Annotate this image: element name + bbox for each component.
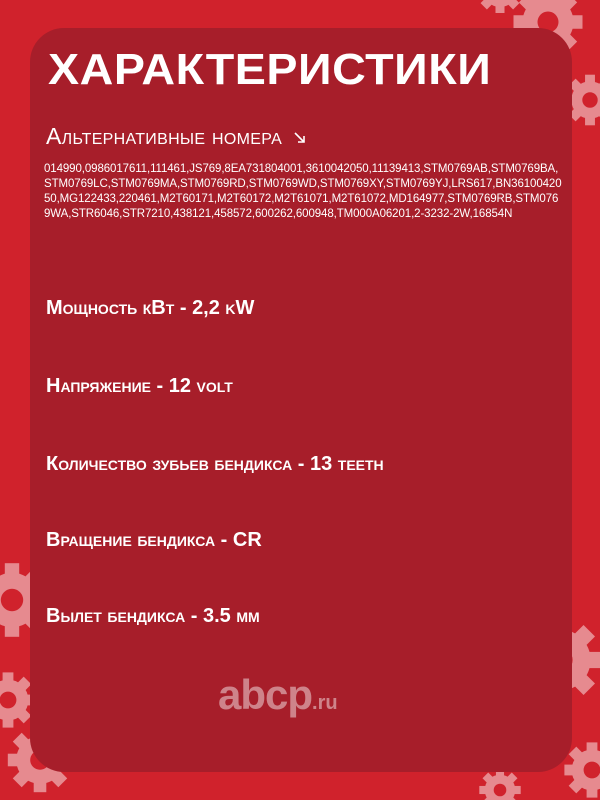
spec-teeth: Количество зубьев бендикса - 13 teeth	[46, 453, 384, 475]
spec-power: Мощность кВт - 2,2 kW	[46, 297, 255, 319]
spec-offset: Вылет бендикса - 3.5 мм	[46, 605, 260, 627]
page-title: ХАРАКТЕРИСТИКИ	[48, 45, 492, 94]
spec-rotation: Вращение бендикса - CR	[46, 529, 262, 551]
alt-numbers-list: 014990,0986017611,111461,JS769,8EA731804001,3610042050,11139413,STM0769AB,STM0769BA,STM0769LC,STM0769MA,STM0769RD,STM0769WD,STM0769XY,STM0769YJ,LRS617,BN3610042050,MG122433,220461,M2T60171,M2T60172,M2T61071,M2T61072,MD164977,STM0769RB,STM0769WA,STR6046,STR7210,438121,458572,600262,600948,TM000A06201,2-3232-2W,16854N	[44, 163, 562, 220]
logo-main: abcp	[218, 671, 313, 718]
alt-numbers-heading	[46, 125, 307, 148]
arrow-down-right-icon	[293, 131, 307, 145]
alt-numbers-label: Альтернативные номера	[46, 123, 283, 149]
specs-card	[30, 28, 572, 772]
spec-voltage: Напряжение - 12 volt	[46, 375, 233, 397]
abcp-logo	[218, 671, 338, 718]
logo-tld: .ru	[312, 692, 338, 714]
